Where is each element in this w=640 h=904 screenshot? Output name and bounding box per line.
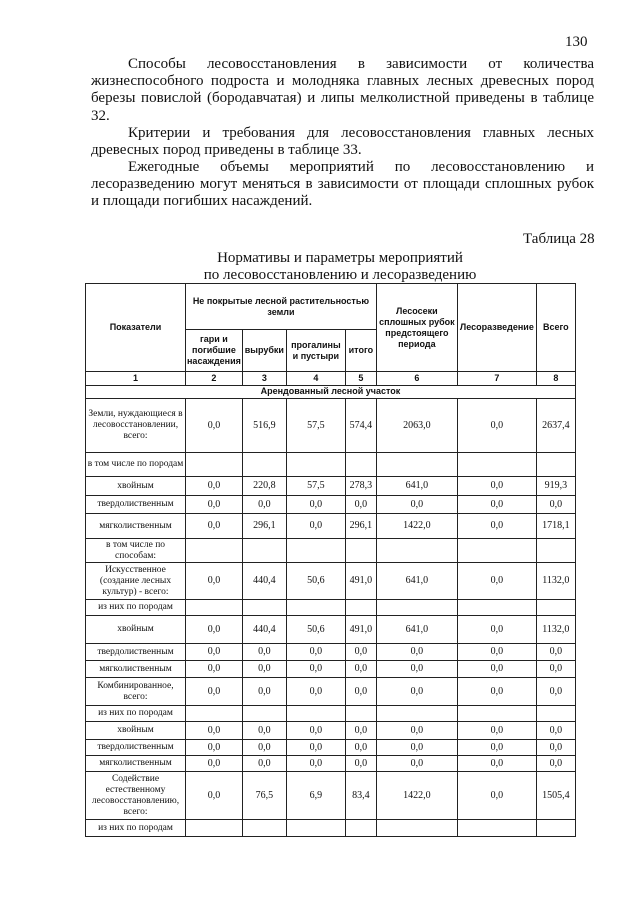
value-cell: 641,0 — [376, 563, 457, 600]
value-cell: 1718,1 — [536, 514, 575, 539]
row-label: из них по породам — [86, 706, 186, 722]
header-unforested-lands: Не покрытые лесной растительностью земли — [186, 284, 377, 330]
value-cell: 0,0 — [536, 756, 575, 772]
header-total: Всего — [536, 284, 575, 372]
value-cell — [457, 820, 536, 837]
column-number: 2 — [186, 372, 243, 386]
value-cell: 296,1 — [242, 514, 286, 539]
value-cell — [457, 600, 536, 616]
norms-table — [85, 283, 576, 837]
table-row — [86, 514, 576, 539]
value-cell: 0,0 — [457, 772, 536, 820]
value-cell: 2637,4 — [536, 399, 575, 453]
value-cell: 0,0 — [376, 661, 457, 678]
value-cell — [286, 539, 345, 563]
value-cell: 0,0 — [242, 722, 286, 740]
paragraph-methods: Способы лесовосстановления в зависимости от количества жизнеспособного подроста и молодняка главных лесных древесных пород березы повислой (бородавчатая) и липы мелколистной приведены в таблице 32. — [91, 56, 594, 124]
value-cell: 6,9 — [286, 772, 345, 820]
value-cell: 0,0 — [286, 661, 345, 678]
column-number: 1 — [86, 372, 186, 386]
value-cell: 0,0 — [457, 661, 536, 678]
value-cell: 0,0 — [457, 616, 536, 644]
column-number: 5 — [345, 372, 376, 386]
value-cell: 0,0 — [242, 678, 286, 706]
header-burns: гари и погибшие насаждения — [186, 330, 243, 372]
table-row — [86, 563, 576, 600]
row-label: твердолиственным — [86, 740, 186, 756]
value-cell: 919,3 — [536, 477, 575, 496]
value-cell — [345, 706, 376, 722]
value-cell: 440,4 — [242, 616, 286, 644]
value-cell — [242, 600, 286, 616]
table-row — [86, 772, 576, 820]
value-cell — [186, 600, 243, 616]
value-cell: 0,0 — [457, 563, 536, 600]
row-label: из них по породам — [86, 600, 186, 616]
column-number: 7 — [457, 372, 536, 386]
row-label: в том числе по способам: — [86, 539, 186, 563]
table-row — [86, 706, 576, 722]
value-cell: 0,0 — [186, 722, 243, 740]
value-cell: 83,4 — [345, 772, 376, 820]
value-cell: 0,0 — [345, 722, 376, 740]
value-cell: 0,0 — [457, 740, 536, 756]
table-row — [86, 661, 576, 678]
value-cell — [286, 706, 345, 722]
value-cell: 641,0 — [376, 616, 457, 644]
table-row — [86, 539, 576, 563]
value-cell: 0,0 — [345, 496, 376, 514]
row-label: мягколиственным — [86, 661, 186, 678]
header-clearcuts: Лесосеки сплошных рубок предстоящего периода — [376, 284, 457, 372]
table-title — [130, 250, 550, 284]
column-number: 8 — [536, 372, 575, 386]
value-cell — [376, 706, 457, 722]
row-label: в том числе по породам — [86, 453, 186, 477]
header-cutovers: вырубки — [242, 330, 286, 372]
value-cell — [186, 453, 243, 477]
value-cell: 0,0 — [536, 644, 575, 661]
table-title-line-2: по лесовосстановлению и лесоразведению — [203, 267, 477, 283]
value-cell: 0,0 — [457, 496, 536, 514]
value-cell: 0,0 — [457, 399, 536, 453]
table-row — [86, 722, 576, 740]
value-cell: 0,0 — [186, 616, 243, 644]
paragraph-volumes: Ежегодные объемы мероприятий по лесовосстановлению и лесоразведению могут меняться в зависимости от площади сплошных рубок и площади погибших насаждений. — [91, 159, 594, 210]
value-cell — [242, 706, 286, 722]
value-cell: 0,0 — [286, 722, 345, 740]
value-cell: 1422,0 — [376, 514, 457, 539]
header-gaps: прогалины и пустыри — [286, 330, 345, 372]
header-afforestation: Лесоразведение — [457, 284, 536, 372]
value-cell — [186, 706, 243, 722]
value-cell — [376, 453, 457, 477]
value-cell: 50,6 — [286, 563, 345, 600]
table-row — [86, 496, 576, 514]
column-number: 3 — [242, 372, 286, 386]
table-row — [86, 678, 576, 706]
value-cell: 0,0 — [376, 496, 457, 514]
row-label: твердолиственным — [86, 644, 186, 661]
value-cell — [286, 453, 345, 477]
value-cell: 0,0 — [345, 678, 376, 706]
value-cell: 0,0 — [286, 514, 345, 539]
value-cell: 0,0 — [376, 644, 457, 661]
paragraph-criteria: Критерии и требования для лесовосстановления главных лесных древесных пород приведены в таблице 33. — [91, 125, 594, 159]
value-cell: 0,0 — [457, 644, 536, 661]
table-label: Таблица 28 — [523, 231, 595, 247]
value-cell: 0,0 — [186, 563, 243, 600]
value-cell: 57,5 — [286, 477, 345, 496]
page-number: 130 — [565, 34, 588, 50]
value-cell: 0,0 — [242, 644, 286, 661]
value-cell: 0,0 — [376, 756, 457, 772]
value-cell — [286, 600, 345, 616]
value-cell — [457, 453, 536, 477]
value-cell: 0,0 — [286, 644, 345, 661]
row-label: из них по породам — [86, 820, 186, 837]
value-cell — [376, 600, 457, 616]
value-cell: 0,0 — [186, 756, 243, 772]
value-cell: 0,0 — [186, 399, 243, 453]
row-label: Искусственное (создание лесных культур) - всего: — [86, 563, 186, 600]
value-cell: 0,0 — [536, 678, 575, 706]
value-cell: 0,0 — [242, 496, 286, 514]
table-row — [86, 820, 576, 837]
value-cell — [457, 539, 536, 563]
value-cell — [186, 820, 243, 837]
value-cell: 0,0 — [376, 678, 457, 706]
value-cell: 278,3 — [345, 477, 376, 496]
table-row — [86, 399, 576, 453]
column-number: 4 — [286, 372, 345, 386]
value-cell: 0,0 — [376, 740, 457, 756]
value-cell: 0,0 — [286, 740, 345, 756]
value-cell: 0,0 — [186, 740, 243, 756]
table-row — [86, 616, 576, 644]
value-cell: 0,0 — [345, 756, 376, 772]
value-cell — [286, 820, 345, 837]
value-cell — [536, 453, 575, 477]
value-cell: 0,0 — [286, 756, 345, 772]
value-cell: 0,0 — [345, 644, 376, 661]
value-cell — [242, 820, 286, 837]
column-number: 6 — [376, 372, 457, 386]
value-cell — [536, 600, 575, 616]
value-cell: 491,0 — [345, 616, 376, 644]
value-cell: 491,0 — [345, 563, 376, 600]
table-row — [86, 756, 576, 772]
header-subtotal: итого — [345, 330, 376, 372]
value-cell: 57,5 — [286, 399, 345, 453]
value-cell — [376, 820, 457, 837]
table-row — [86, 644, 576, 661]
table-row — [86, 600, 576, 616]
value-cell: 2063,0 — [376, 399, 457, 453]
value-cell: 1505,4 — [536, 772, 575, 820]
value-cell — [536, 706, 575, 722]
value-cell — [345, 600, 376, 616]
value-cell — [345, 539, 376, 563]
value-cell: 220,8 — [242, 477, 286, 496]
value-cell: 296,1 — [345, 514, 376, 539]
row-label: хвойным — [86, 722, 186, 740]
value-cell: 0,0 — [536, 722, 575, 740]
value-cell: 50,6 — [286, 616, 345, 644]
value-cell: 0,0 — [536, 496, 575, 514]
row-label: мягколиственным — [86, 514, 186, 539]
value-cell: 574,4 — [345, 399, 376, 453]
value-cell — [186, 539, 243, 563]
value-cell — [536, 820, 575, 837]
value-cell: 0,0 — [186, 644, 243, 661]
value-cell: 0,0 — [186, 678, 243, 706]
value-cell: 0,0 — [457, 722, 536, 740]
value-cell: 0,0 — [345, 661, 376, 678]
value-cell: 1132,0 — [536, 563, 575, 600]
row-label: Земли, нуждающиеся в лесовосстановлении, всего: — [86, 399, 186, 453]
value-cell: 0,0 — [286, 678, 345, 706]
value-cell — [242, 453, 286, 477]
value-cell: 0,0 — [286, 496, 345, 514]
section-leased-plot: Арендованный лесной участок — [86, 386, 576, 399]
value-cell — [345, 820, 376, 837]
value-cell: 0,0 — [457, 514, 536, 539]
value-cell: 76,5 — [242, 772, 286, 820]
value-cell: 0,0 — [457, 678, 536, 706]
value-cell: 0,0 — [186, 514, 243, 539]
value-cell: 0,0 — [536, 661, 575, 678]
value-cell — [345, 453, 376, 477]
value-cell — [457, 706, 536, 722]
value-cell: 516,9 — [242, 399, 286, 453]
value-cell: 0,0 — [376, 722, 457, 740]
value-cell — [536, 539, 575, 563]
value-cell: 440,4 — [242, 563, 286, 600]
value-cell — [242, 539, 286, 563]
row-label: хвойным — [86, 477, 186, 496]
value-cell — [376, 539, 457, 563]
value-cell: 0,0 — [186, 496, 243, 514]
table-title-line-1: Нормативы и параметры мероприятий — [217, 250, 463, 266]
value-cell: 0,0 — [536, 740, 575, 756]
table-row — [86, 453, 576, 477]
header-indicators: Показатели — [86, 284, 186, 372]
value-cell: 1422,0 — [376, 772, 457, 820]
value-cell: 0,0 — [242, 740, 286, 756]
table-row — [86, 477, 576, 496]
value-cell: 0,0 — [242, 661, 286, 678]
row-label: Комбинированное, всего: — [86, 678, 186, 706]
table-row — [86, 740, 576, 756]
row-label: твердолиственным — [86, 496, 186, 514]
row-label: хвойным — [86, 616, 186, 644]
value-cell: 0,0 — [457, 756, 536, 772]
value-cell: 1132,0 — [536, 616, 575, 644]
column-number-row — [86, 372, 576, 386]
value-cell: 641,0 — [376, 477, 457, 496]
value-cell: 0,0 — [186, 772, 243, 820]
row-label: Содействие естественному лесовосстановлению, всего: — [86, 772, 186, 820]
row-label: мягколиственным — [86, 756, 186, 772]
value-cell: 0,0 — [186, 477, 243, 496]
value-cell: 0,0 — [457, 477, 536, 496]
value-cell: 0,0 — [345, 740, 376, 756]
value-cell: 0,0 — [242, 756, 286, 772]
value-cell: 0,0 — [186, 661, 243, 678]
